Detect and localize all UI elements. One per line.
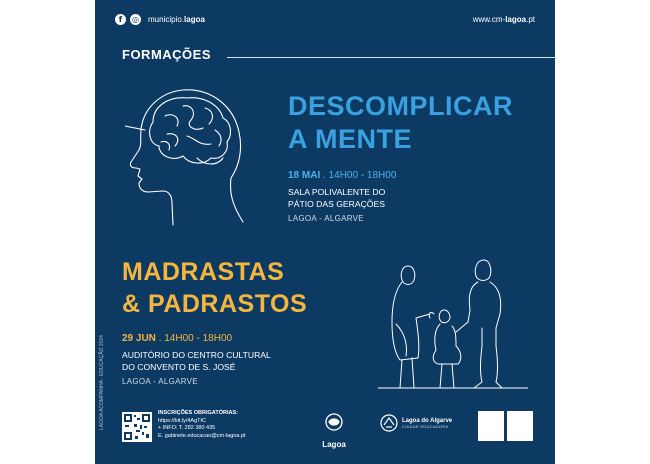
lagoa-logo: Lagoa (317, 412, 351, 446)
section-title: FORMAÇÕES (122, 47, 211, 62)
facebook-icon[interactable]: f (115, 14, 126, 25)
phone-info: + INFO: T. 282 380 435 (158, 425, 216, 431)
social-handle[interactable]: municipio.lagoa (148, 14, 205, 24)
section-divider (227, 57, 555, 58)
event2-region: LAGOA - ALGARVE (122, 377, 198, 386)
website-url[interactable]: www.cm-lagoa.pt (472, 14, 535, 24)
event2-datetime: 29 JUN . 14H00 - 18H00 (122, 333, 233, 344)
event1-region: LAGOA - ALGARVE (288, 214, 364, 223)
registration-link[interactable]: https://bit.ly/4AgTtC (158, 417, 206, 424)
instagram-icon[interactable]: ◎ (130, 14, 141, 25)
side-caption: LAGOA ACOMPANHA - EDUCAÇÃO 2024 (99, 335, 105, 430)
top-bar (115, 10, 535, 28)
partner-logo (478, 411, 504, 441)
qr-code[interactable] (122, 412, 152, 442)
event1-datetime: 18 MAI . 14H00 - 18H00 (288, 170, 397, 181)
social-links (115, 14, 205, 25)
lagoa-algarve-logo: Lagoa do Algarve CIDADE EDUCADORA (379, 413, 452, 433)
brain-head-illustration (125, 82, 275, 227)
poster (95, 0, 555, 464)
event2-venue: AUDITÓRIO DO CENTRO CULTURAL DO CONVENTO DE S. JOSÉ (122, 350, 271, 372)
email-info[interactable]: E. gabinete.educacao@cm-lagoa.pt (158, 432, 246, 439)
event1-venue: SALA POLIVALENTE DO PÁTIO DAS GERAÇÕES (288, 187, 386, 209)
event1-title: DESCOMPLICAR A MENTE (288, 91, 514, 154)
event2-title: MADRASTAS & PADRASTOS (122, 258, 308, 318)
partner-logo (507, 411, 533, 441)
registration-info: INSCRIÇÕES OBRIGATÓRIAS: https://bit.ly/4AgTtC + INFO: T. 282 380 435 E. gabinete.educacao@cm-lagoa.pt (158, 410, 246, 439)
family-illustration (378, 252, 528, 397)
